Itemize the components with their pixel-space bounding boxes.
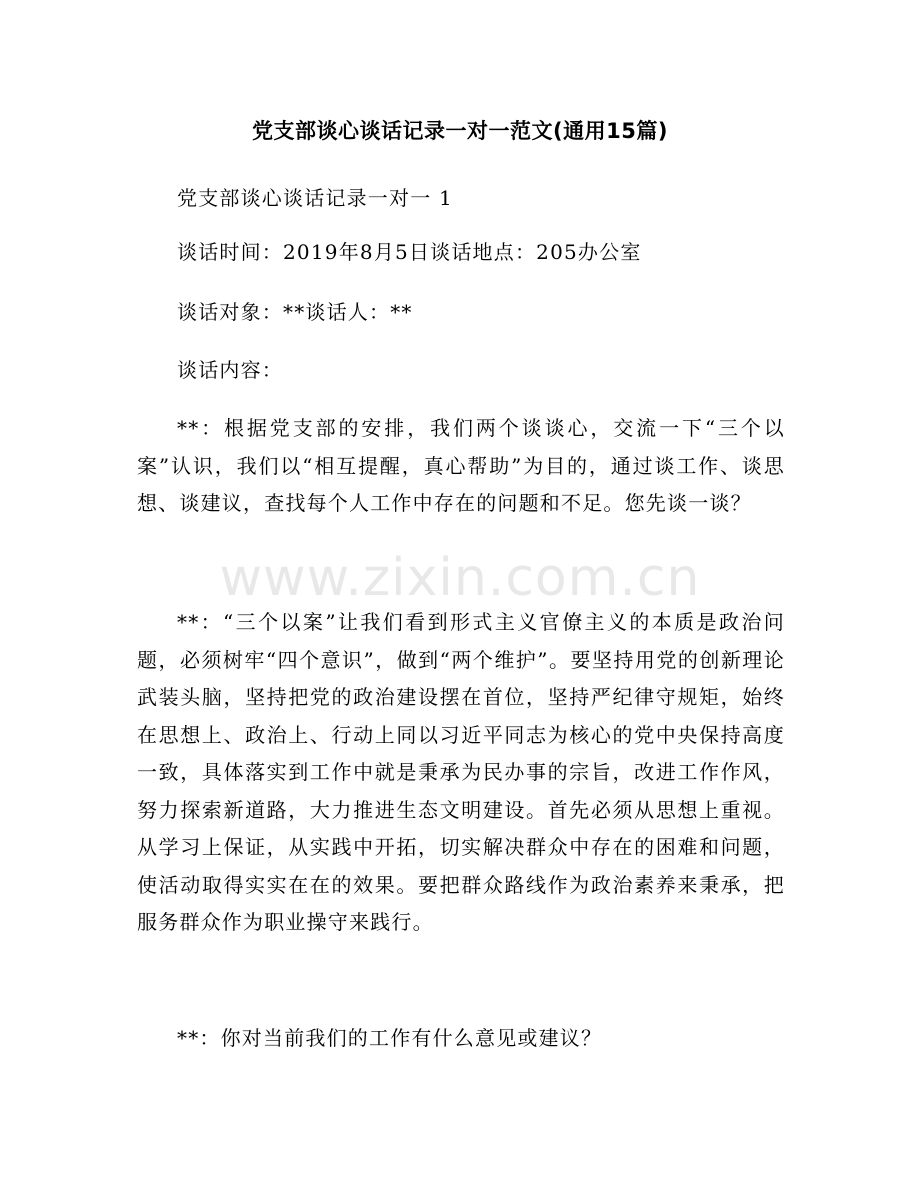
paragraph-response: **：“三个以案”让我们看到形式主义官僚主义的本质是政治问题，必须树牢“四个意识”，做到“两个维护”。要坚持用党的创新理论武装头脑，坚持把党的政治建设摆在首位，坚持严纪律守规矩，始终在思想上、政治上、行动上同以习近平同志为核心的党中央保持高度一致，具体落实到工作中就是秉承为民办事的宗旨，改进工作作风，努力探索新道路，大力推进生态文明建设。首先必须从思想上重视。从学习上保证，从实践中开拓，切实解决群众中存在的困难和问题，使活动取得实实在在的效果。要把群众路线作为政治素养来秉承，把服务群众作为职业操守来践行。 bbox=[137, 610, 785, 934]
talk-content-label: 谈话内容： bbox=[177, 358, 283, 382]
paragraph-question: **：你对当前我们的工作有什么意见或建议？ bbox=[177, 1026, 603, 1050]
paragraph-intro: **：根据党支部的安排，我们两个谈谈心，交流一下“三个以案”认识，我们以“相互提醒，真心帮助”为目的，通过谈工作、谈思想、谈建议，查找每个人工作中存在的问题和不足。您先谈一谈？ bbox=[137, 416, 785, 515]
talk-participants: 谈话对象：**谈话人：** bbox=[177, 300, 413, 324]
document-title: 党支部谈心谈话记录一对一范文(通用15篇) bbox=[252, 119, 668, 143]
talk-time-location: 谈话时间：2019年8月5日谈话地点：205办公室 bbox=[177, 240, 642, 264]
section-heading: 党支部谈心谈话记录一对一 1 bbox=[177, 186, 453, 210]
site-watermark: www.zixin.com.cn bbox=[219, 548, 701, 608]
